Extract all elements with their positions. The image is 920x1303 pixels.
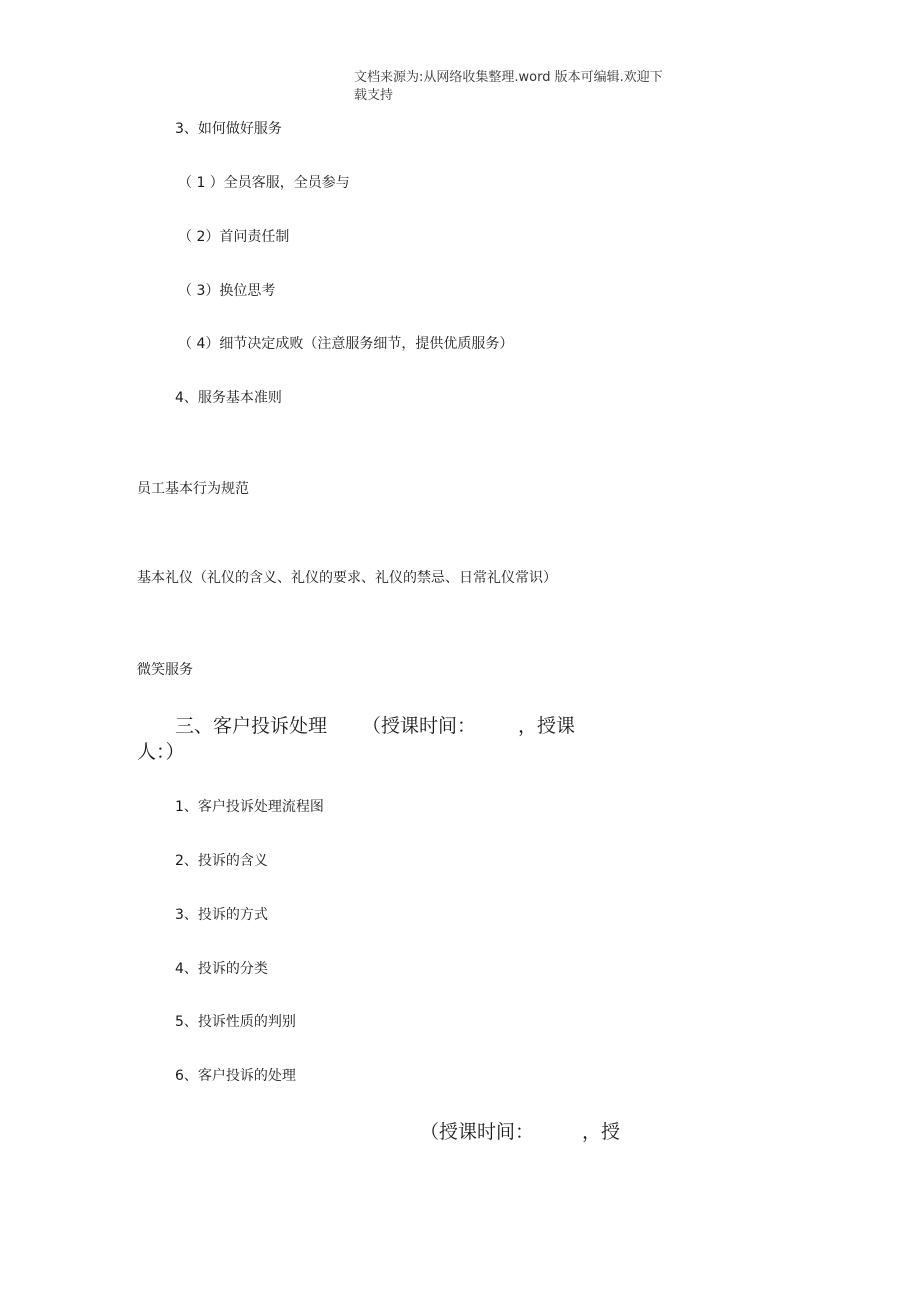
section3-lecturer-label: ，授课: [518, 715, 576, 737]
service-point-1: （ 1 ）全员客服，全员参与: [178, 175, 350, 191]
service-point-2: （ 2）首问责任制: [178, 229, 290, 245]
section3-lecturer-end: 人：）: [137, 741, 185, 763]
footer-lecturer-label: ，授: [582, 1121, 621, 1143]
complaint-item-1: 1、客户投诉处理流程图: [175, 799, 324, 815]
section3-title: 三、客户投诉处理: [175, 715, 328, 737]
etiquette-line: 基本礼仪（礼仪的含义、礼仪的要求、礼仪的禁忌、日常礼仪常识）: [137, 570, 557, 586]
principles-heading: 4、服务基本准则: [175, 390, 282, 406]
behavior-norms: 员工基本行为规范: [137, 481, 249, 497]
section3-time-label: （授课时间：: [362, 715, 477, 737]
complaint-item-4: 4、投诉的分类: [175, 961, 268, 977]
complaint-item-5: 5、投诉性质的判别: [175, 1014, 296, 1030]
footer-time-label: （授课时间：: [420, 1121, 535, 1143]
header-source-note-continued: 载支持: [354, 88, 394, 103]
complaint-item-2: 2、投诉的含义: [175, 853, 268, 869]
service-point-4: （ 4）细节决定成败（注意服务细节，提供优质服务）: [178, 336, 514, 352]
complaint-item-6: 6、客户投诉的处理: [175, 1068, 296, 1084]
service-point-3: （ 3）换位思考: [178, 283, 276, 299]
service-heading: 3、如何做好服务: [175, 121, 282, 137]
complaint-item-3: 3、投诉的方式: [175, 907, 268, 923]
smile-service: 微笑服务: [137, 662, 193, 678]
header-source-note: 文档来源为:从网络收集整理.word 版本可编辑.欢迎下: [354, 70, 663, 85]
